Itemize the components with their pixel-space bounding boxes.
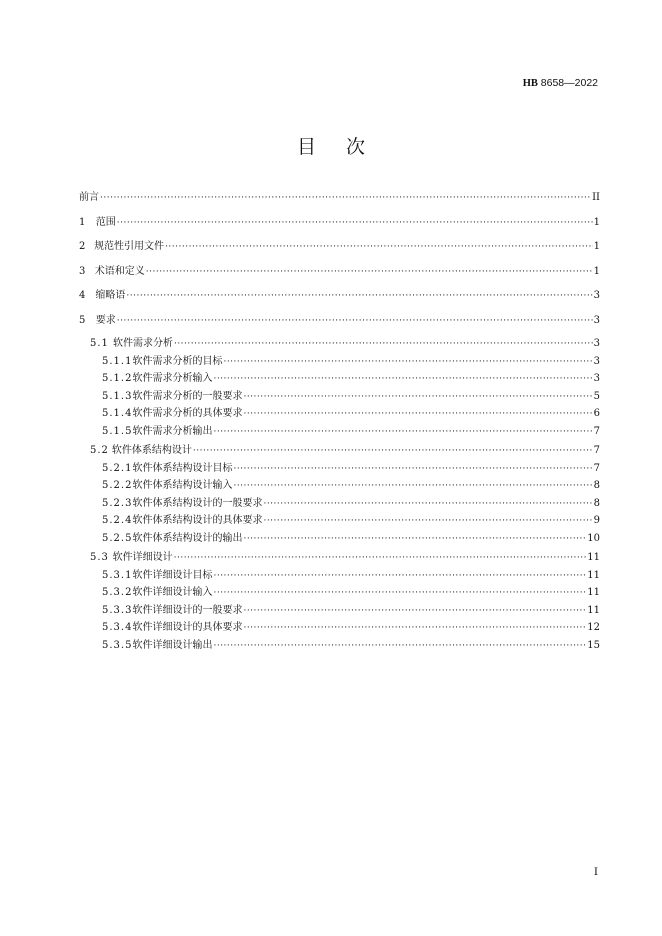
toc-entry-label: 软件需求分析的一般要求 xyxy=(132,390,243,402)
toc-dot-leader xyxy=(243,406,592,423)
toc-dot-leader xyxy=(165,235,593,260)
toc-entry-label: 软件详细设计输入 xyxy=(132,587,213,598)
toc-entry[interactable] xyxy=(79,602,600,620)
toc-entry-label: 软件详细设计的一般要求 xyxy=(132,604,243,616)
toc-entry-page: 8 xyxy=(593,480,600,491)
document-code xyxy=(523,77,598,89)
toc-entry-label: 软件详细设计输出 xyxy=(132,639,213,651)
toc-entry-page: 7 xyxy=(593,425,600,437)
toc-entry-label: 软件体系结构设计 xyxy=(111,445,192,456)
toc-dot-leader xyxy=(243,620,586,637)
toc-entry-page: 15 xyxy=(587,639,600,651)
toc-entry[interactable] xyxy=(79,584,600,602)
toc-entry-page: 1 xyxy=(593,216,600,228)
toc-entry[interactable] xyxy=(79,260,600,285)
toc-entry-number: 5.3.5 xyxy=(102,639,133,651)
toc-dot-leader xyxy=(100,186,591,211)
toc-entry-number: 5.2.2 xyxy=(102,480,133,491)
toc-entry-number: 5.1.2 xyxy=(102,373,133,384)
toc-entry-label: 规范性引用文件 xyxy=(94,241,165,252)
toc-entry-label: 缩略语 xyxy=(95,290,126,301)
toc-entry-number: 5.3 xyxy=(90,552,109,563)
toc-entry[interactable] xyxy=(79,353,600,371)
toc-entry-label: 软件需求分析的具体要求 xyxy=(132,408,243,419)
toc-entry-page: 3 xyxy=(593,373,600,384)
toc-entry[interactable] xyxy=(79,442,600,460)
toc-dot-leader xyxy=(213,424,592,441)
toc-entry-page: 9 xyxy=(593,515,600,526)
toc-dot-leader xyxy=(213,568,586,585)
toc-entry-page: 7 xyxy=(593,462,600,474)
toc-entry-label: 软件详细设计 xyxy=(112,552,173,563)
toc-entry[interactable] xyxy=(79,370,600,388)
toc-entry-label: 软件体系结构设计输入 xyxy=(132,480,233,491)
toc-entry-page: 8 xyxy=(593,497,600,509)
toc-entry-label: 软件体系结构设计的输出 xyxy=(132,532,243,544)
toc-entry[interactable] xyxy=(79,284,600,309)
toc-entry[interactable] xyxy=(79,460,600,478)
toc-entry-label: 术语和定义 xyxy=(94,265,145,277)
toc-entry-number: 5.2.1 xyxy=(102,462,133,474)
toc-dot-leader xyxy=(193,443,593,460)
toc-entry-page: 7 xyxy=(593,445,600,456)
toc-entry[interactable] xyxy=(79,405,600,423)
toc-entry-page: 10 xyxy=(587,532,600,544)
toc-entry-number: 5.2.5 xyxy=(102,532,133,544)
toc-entry-label: 软件需求分析 xyxy=(112,338,173,349)
toc-entry-label: 软件体系结构设计的具体要求 xyxy=(132,515,263,526)
toc-dot-leader xyxy=(213,585,586,602)
toc-entry-number: 2 xyxy=(79,241,87,252)
toc-entry-number: 5.1.3 xyxy=(102,390,133,402)
toc-dot-leader xyxy=(126,284,592,309)
toc-dot-leader xyxy=(233,461,592,478)
toc-entry[interactable] xyxy=(79,530,600,548)
toc-entry-number: 5.2.3 xyxy=(102,497,133,509)
toc-dot-leader xyxy=(243,603,586,620)
toc-dot-leader xyxy=(174,336,593,353)
toc-dot-leader xyxy=(117,309,593,334)
toc-entry-number: 5.1.4 xyxy=(102,408,133,419)
toc-entry[interactable] xyxy=(79,477,600,495)
toc-entry-number: 5.1.5 xyxy=(102,425,133,437)
toc-entry-label: 要求 xyxy=(95,314,116,326)
toc-dot-leader xyxy=(243,531,586,548)
toc-entry-number: 3 xyxy=(79,265,87,277)
toc-entry[interactable] xyxy=(79,567,600,585)
toc-dot-leader xyxy=(174,550,587,567)
toc-entry-page: 11 xyxy=(587,587,600,598)
toc-entry-number: 5.3.4 xyxy=(102,622,133,633)
toc-entry-label: 软件需求分析输出 xyxy=(132,425,213,437)
toc-entry[interactable] xyxy=(79,186,600,211)
toc-entry-number: 5.3.3 xyxy=(102,604,133,616)
toc-entry-number: 4 xyxy=(79,290,87,301)
toc-entry-label: 软件详细设计的具体要求 xyxy=(132,622,243,633)
toc-entry[interactable] xyxy=(79,335,600,353)
toc-entry-label: 软件体系结构设计的一般要求 xyxy=(132,497,263,509)
page-title: 目次 xyxy=(296,136,395,158)
toc-dot-leader xyxy=(263,496,592,513)
toc-entry[interactable] xyxy=(79,235,600,260)
toc-dot-leader xyxy=(243,389,592,406)
toc-entry-number: 1 xyxy=(79,216,87,228)
toc-entry[interactable] xyxy=(79,309,600,334)
toc-entry[interactable] xyxy=(79,619,600,637)
toc-entry-number: 5.2.4 xyxy=(102,515,133,526)
toc-entry[interactable] xyxy=(79,512,600,530)
toc-entry-page: II xyxy=(592,192,600,203)
toc-entry-page: 11 xyxy=(587,552,600,563)
page-number: I xyxy=(593,866,598,878)
toc-entry-page: 6 xyxy=(593,408,600,419)
toc-entry-label: 前言 xyxy=(79,192,99,203)
toc-entry-number: 5.1.1 xyxy=(102,355,133,367)
toc-entry-page: 3 xyxy=(593,314,600,326)
toc-entry-page: 5 xyxy=(593,390,600,402)
toc-entry-label: 软件需求分析的目标 xyxy=(132,355,223,367)
toc-entry[interactable] xyxy=(79,423,600,441)
toc-entry-label: 范围 xyxy=(95,216,116,228)
toc-entry-label: 软件需求分析输入 xyxy=(132,373,213,384)
toc-entry-number: 5.3.2 xyxy=(102,587,133,598)
toc-entry[interactable] xyxy=(79,388,600,406)
toc-dot-leader xyxy=(223,354,592,371)
toc-entry[interactable] xyxy=(79,495,600,513)
toc-entry-page: 3 xyxy=(593,355,600,367)
toc-dot-leader xyxy=(213,638,586,655)
toc-entry-number: 5.1 xyxy=(90,338,109,349)
table-of-contents xyxy=(79,186,600,654)
document-code-prefix: HB xyxy=(522,78,538,89)
toc-entry[interactable] xyxy=(79,211,600,236)
toc-entry-page: 11 xyxy=(587,604,600,616)
toc-entry-label: 软件详细设计目标 xyxy=(132,569,213,581)
toc-entry-page: 1 xyxy=(593,265,600,277)
document-code-number: 8658—2022 xyxy=(540,77,598,89)
toc-dot-leader xyxy=(263,513,592,530)
toc-dot-leader xyxy=(146,260,593,285)
toc-dot-leader xyxy=(233,478,592,495)
toc-entry-label: 软件体系结构设计目标 xyxy=(132,462,233,474)
toc-entry-number: 5 xyxy=(79,314,87,326)
toc-entry-number: 5.3.1 xyxy=(102,569,133,581)
toc-entry[interactable] xyxy=(79,637,600,655)
toc-dot-leader xyxy=(213,371,592,388)
toc-entry-page: 3 xyxy=(593,290,600,301)
toc-entry[interactable] xyxy=(79,549,600,567)
toc-entry-page: 12 xyxy=(587,622,600,633)
toc-dot-leader xyxy=(117,211,593,236)
toc-entry-number: 5.2 xyxy=(90,445,109,456)
toc-entry-page: 11 xyxy=(587,569,600,581)
toc-entry-page: 1 xyxy=(593,241,600,252)
toc-entry-page: 3 xyxy=(593,338,600,349)
